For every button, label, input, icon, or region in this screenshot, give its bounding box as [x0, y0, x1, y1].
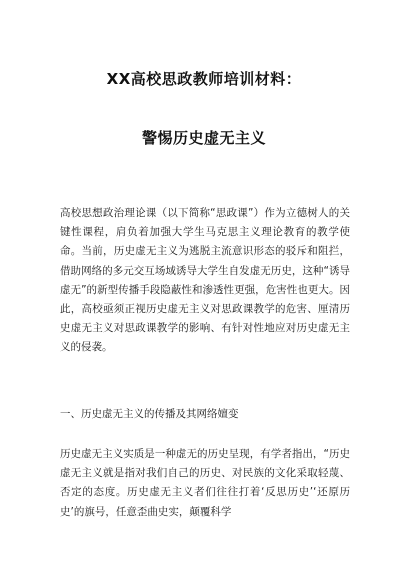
section-heading: 一、历史虚无主义的传播及其网络嬗变 [60, 408, 239, 420]
intro-paragraph: 高校思想政治理论课（以下简称“思政课”）作为立德树人的关键性课程，肩负着加强大学生马克思主义理论教育的教学使命。当前，历史虚无主义为逃脱主流意识形态的驳斥和阻拦，借助网络的多元交互场域诱导大学生自发虚无历史，这种“诱导虚无”的新型传播手段隐蔽性和渗透性更强，危害性也更大。因此，高校亟须正视历史虚无主义对思政课教学的危害、厘清历史虚无主义对思政课教学的影响、有针对性地应对历史虚无主义的侵袭。 [60, 207, 350, 354]
document-title-line1: XX高校思政教师培训材料： [106, 70, 302, 88]
section-paragraph: 历史虚无主义实质是一种虚无的历史呈现，有学者指出，“历史虚无主义就是指对我们自己的历史、对民族的文化采取轻蔑、否定的态度。历史虚无主义者们往往打着‘反思历史’‘还原历史’的旗号，任意歪曲史实，颠覆科学 [60, 448, 350, 518]
document-title-line2: 警惕历史虚无主义 [141, 129, 266, 147]
